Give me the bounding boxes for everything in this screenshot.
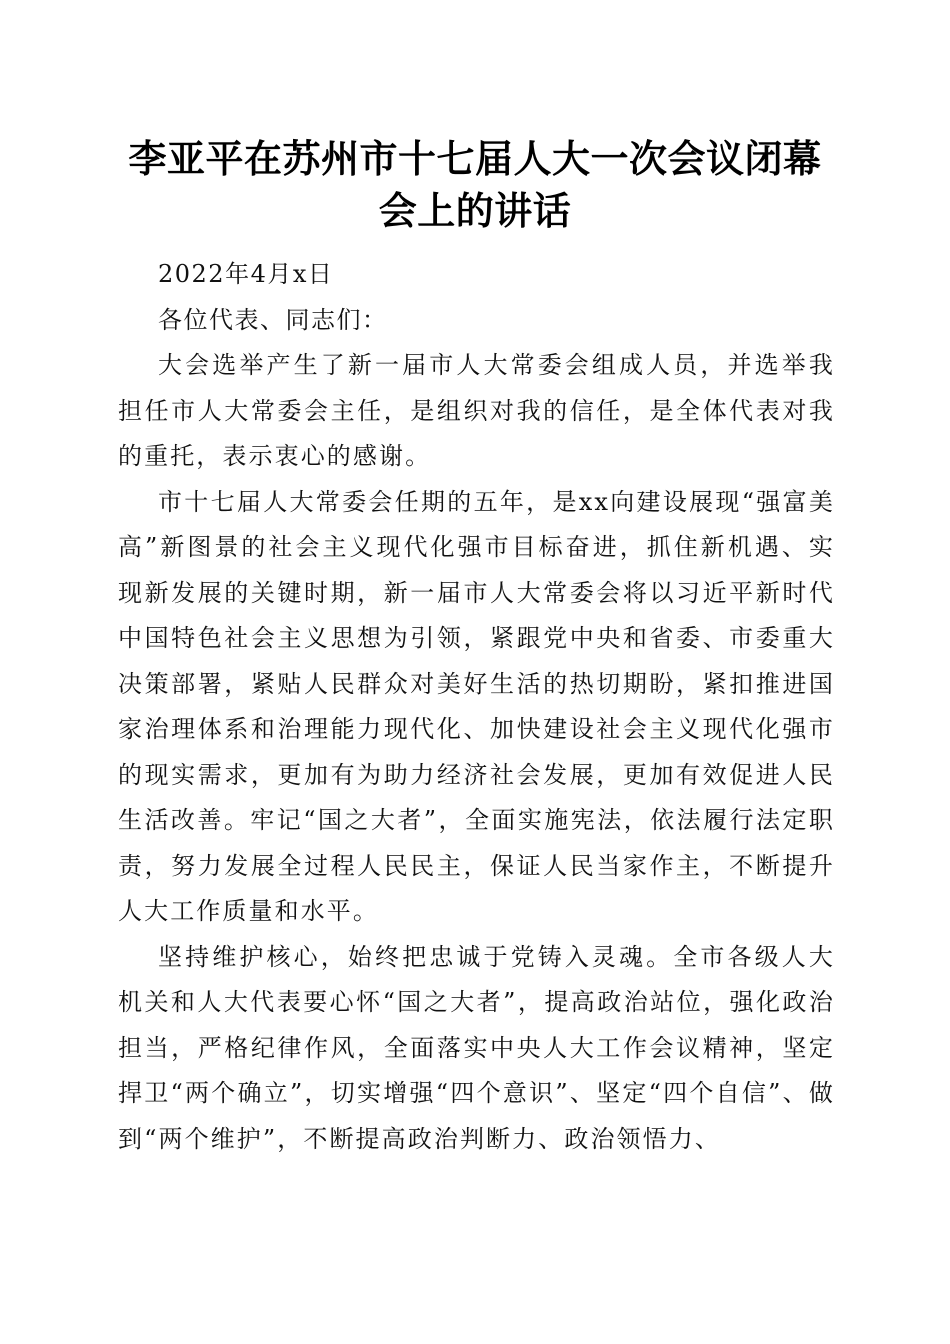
paragraph-2: 市十七届人大常委会任期的五年，是xx向建设展现“强富美高”新图景的社会主义现代化强市目标奋进，抓住新机遇、实现新发展的关键时期，新一届市人大常委会将以习近平新时代中国特色社会主义思想为引领，紧跟党中央和省委、市委重大决策部署，紧贴人民群众对美好生活的热切期盼，紧扣推进国家治理体系和治理能力现代化、加快建设社会主义现代化强市的现实需求，更加有为助力经济社会发展，更加有效促进人民生活改善。牢记“国之大者”，全面实施宪法，依法履行法定职责，努力发展全过程人民民主，保证人民当家作主，不断提升人大工作质量和水平。 <box>118 487 835 925</box>
date-line: 2022年4月x日 <box>158 260 334 288</box>
document-title: 李亚平在苏州市十七届人大一次会议闭幕会上的讲话 <box>128 136 822 233</box>
document-body <box>118 252 835 1162</box>
paragraph-3: 坚持维护核心，始终把忠诚于党铸入灵魂。全市各级人大机关和人大代表要心怀“国之大者”，提高政治站位，强化政治担当，严格纪律作风，全面落实中央人大工作会议精神，坚定捍卫“两个确立”，切实增强“四个意识”、坚定“四个自信”、做到“两个维护”，不断提高政治判断力、政治领悟力、 <box>118 942 835 1153</box>
paragraph-1: 大会选举产生了新一届市人大常委会组成人员，并选举我担任市人大常委会主任，是组织对我的信任，是全体代表对我的重托，表示衷心的感谢。 <box>118 351 835 470</box>
salutation: 各位代表、同志们： <box>158 305 388 334</box>
